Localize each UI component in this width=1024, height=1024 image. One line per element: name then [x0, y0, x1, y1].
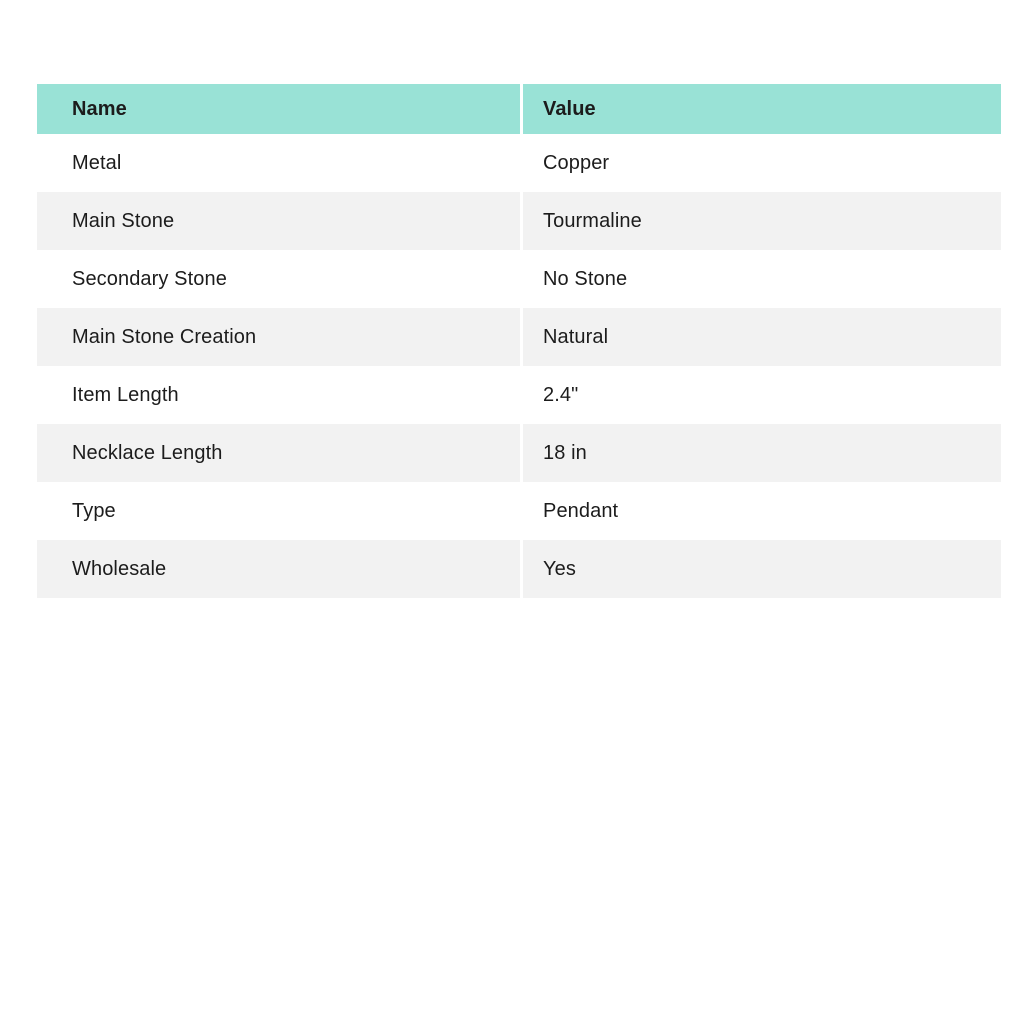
table-row: [37, 134, 1001, 192]
table-row: [37, 192, 1001, 250]
attribute-name: Metal: [37, 134, 523, 192]
table-row: [37, 308, 1001, 366]
attribute-name: Main Stone: [37, 192, 523, 250]
attribute-name: Main Stone Creation: [37, 308, 523, 366]
attribute-value: 18 in: [543, 441, 587, 464]
attribute-name: Wholesale: [37, 540, 523, 598]
table-row: [37, 540, 1001, 598]
table-row: [37, 250, 1001, 308]
attribute-value: Natural: [543, 325, 609, 348]
header-cell-name: Name: [37, 84, 523, 134]
attribute-value: Pendant: [543, 499, 619, 522]
table-row: [37, 482, 1001, 540]
attribute-name: Secondary Stone: [37, 250, 523, 308]
attribute-name: Type: [37, 482, 523, 540]
attribute-name: Item Length: [37, 366, 523, 424]
table-row: [37, 424, 1001, 482]
attribute-value: Yes: [543, 557, 576, 580]
attribute-value: 2.4": [543, 383, 579, 406]
table-row: [37, 366, 1001, 424]
product-spec-table: [37, 84, 1001, 598]
table-header-row: [37, 84, 1001, 134]
attribute-name: Necklace Length: [37, 424, 523, 482]
header-cell-value: Value: [523, 84, 1001, 134]
attribute-value: Copper: [543, 151, 610, 174]
attribute-value: Tourmaline: [543, 209, 642, 232]
attribute-value: No Stone: [543, 267, 628, 290]
